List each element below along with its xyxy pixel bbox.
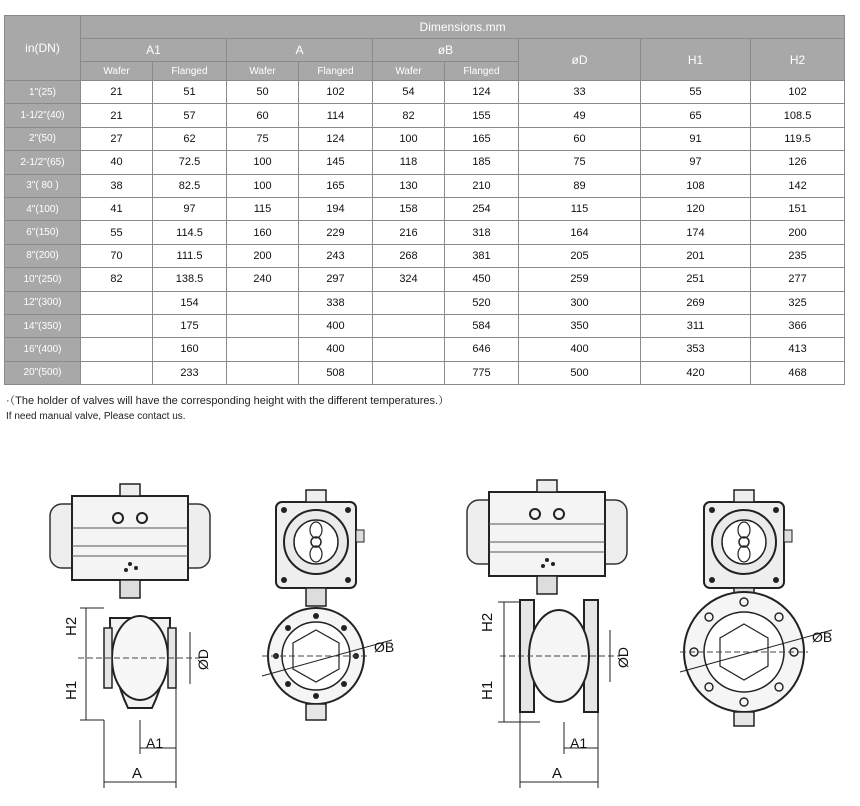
row-size-cell: 1-1/2"(40) [5, 104, 81, 127]
table-cell-a1w: 40 [81, 151, 153, 174]
table-row [5, 338, 845, 361]
table-cell-bf: 185 [445, 151, 519, 174]
table-cell-a1f: 82.5 [153, 174, 227, 197]
table-cell-h1: 97 [641, 151, 751, 174]
dimensions-table-container [4, 15, 844, 385]
table-cell-h2: 102 [751, 81, 845, 104]
table-row [5, 268, 845, 291]
table-cell-aw [227, 338, 299, 361]
table-cell-h2: 468 [751, 361, 845, 384]
table-cell-af: 145 [299, 151, 373, 174]
table-cell-h1: 91 [641, 127, 751, 150]
table-row [5, 291, 845, 314]
table-cell-a1w: 21 [81, 81, 153, 104]
table-cell-a1f: 160 [153, 338, 227, 361]
row-size-cell: 6"(150) [5, 221, 81, 244]
table-cell-bf: 165 [445, 127, 519, 150]
table-cell-a1f: 111.5 [153, 244, 227, 267]
flanged-valve-front-view [467, 480, 627, 788]
table-cell-a1w [81, 291, 153, 314]
table-cell-a1w: 27 [81, 127, 153, 150]
table-cell-aw: 160 [227, 221, 299, 244]
table-row [5, 151, 845, 174]
table-cell-h1: 353 [641, 338, 751, 361]
table-cell-a1f: 72.5 [153, 151, 227, 174]
row-size-cell: 2-1/2"(65) [5, 151, 81, 174]
table-cell-af: 508 [299, 361, 373, 384]
table-row [5, 174, 845, 197]
table-cell-h2: 119.5 [751, 127, 845, 150]
table-cell-h1: 120 [641, 197, 751, 220]
table-cell-aw: 75 [227, 127, 299, 150]
table-cell-aw: 100 [227, 151, 299, 174]
row-size-cell: 8"(200) [5, 244, 81, 267]
table-cell-h2: 277 [751, 268, 845, 291]
table-cell-bw [373, 338, 445, 361]
table-cell-bw: 324 [373, 268, 445, 291]
table-cell-h1: 108 [641, 174, 751, 197]
header-a1: A1 [81, 39, 227, 62]
table-cell-od: 259 [519, 268, 641, 291]
table-cell-aw: 50 [227, 81, 299, 104]
table-row [5, 221, 845, 244]
table-cell-od: 350 [519, 314, 641, 337]
label-ob-right: ØB [812, 629, 833, 645]
header-ob-wafer: Wafer [373, 62, 445, 81]
header-a: A [227, 39, 373, 62]
dimensions-table [4, 15, 845, 385]
table-cell-bw: 158 [373, 197, 445, 220]
table-row [5, 244, 845, 267]
table-cell-h1: 269 [641, 291, 751, 314]
label-a-right: A [552, 765, 563, 782]
table-cell-a1w: 55 [81, 221, 153, 244]
table-cell-h2: 325 [751, 291, 845, 314]
table-cell-af: 114 [299, 104, 373, 127]
row-size-cell: 14"(350) [5, 314, 81, 337]
table-cell-od: 75 [519, 151, 641, 174]
note-manual-valve: If need manual valve, Please contact us. [6, 411, 186, 422]
table-cell-bw: 216 [373, 221, 445, 244]
label-od-left: ØD [195, 649, 211, 670]
label-a1-right: A1 [570, 735, 588, 751]
table-cell-h1: 55 [641, 81, 751, 104]
table-cell-od: 115 [519, 197, 641, 220]
table-row [5, 104, 845, 127]
table-cell-a1w: 38 [81, 174, 153, 197]
table-cell-bf: 584 [445, 314, 519, 337]
table-cell-af: 338 [299, 291, 373, 314]
dimensions-table-body [5, 81, 845, 385]
table-row [5, 314, 845, 337]
flanged-valve-side-view [680, 490, 832, 726]
table-cell-aw: 200 [227, 244, 299, 267]
table-cell-bf: 520 [445, 291, 519, 314]
header-h1: H1 [641, 39, 751, 81]
table-cell-a1f: 154 [153, 291, 227, 314]
table-cell-a1f: 62 [153, 127, 227, 150]
header-ob: øB [373, 39, 519, 62]
table-cell-od: 89 [519, 174, 641, 197]
table-cell-bf: 450 [445, 268, 519, 291]
table-cell-od: 60 [519, 127, 641, 150]
table-cell-aw [227, 291, 299, 314]
valve-drawings [0, 470, 860, 806]
table-cell-aw: 115 [227, 197, 299, 220]
table-cell-bf: 381 [445, 244, 519, 267]
table-cell-af: 165 [299, 174, 373, 197]
table-cell-h2: 200 [751, 221, 845, 244]
table-cell-af: 229 [299, 221, 373, 244]
row-size-cell: 4"(100) [5, 197, 81, 220]
table-cell-bf: 210 [445, 174, 519, 197]
table-cell-a1f: 138.5 [153, 268, 227, 291]
table-cell-af: 102 [299, 81, 373, 104]
table-cell-od: 300 [519, 291, 641, 314]
table-cell-af: 297 [299, 268, 373, 291]
table-cell-a1w: 21 [81, 104, 153, 127]
table-cell-a1w: 41 [81, 197, 153, 220]
row-size-cell: 1"(25) [5, 81, 81, 104]
header-size: in(DN) [5, 16, 81, 81]
table-cell-bf: 254 [445, 197, 519, 220]
table-cell-od: 49 [519, 104, 641, 127]
table-cell-od: 205 [519, 244, 641, 267]
table-cell-h2: 366 [751, 314, 845, 337]
table-cell-bf: 646 [445, 338, 519, 361]
header-ob-flanged: Flanged [445, 62, 519, 81]
table-cell-aw: 60 [227, 104, 299, 127]
header-od: øD [519, 39, 641, 81]
table-cell-bw [373, 361, 445, 384]
notes [6, 394, 449, 424]
table-cell-h1: 251 [641, 268, 751, 291]
row-size-cell: 3"( 80 ) [5, 174, 81, 197]
table-cell-h2: 126 [751, 151, 845, 174]
table-cell-h2: 235 [751, 244, 845, 267]
label-h2-left: H2 [63, 616, 80, 636]
table-cell-h1: 65 [641, 104, 751, 127]
table-cell-h1: 174 [641, 221, 751, 244]
label-h1-left: H1 [63, 680, 80, 700]
table-cell-h2: 108.5 [751, 104, 845, 127]
table-cell-a1f: 57 [153, 104, 227, 127]
table-cell-bf: 775 [445, 361, 519, 384]
table-cell-h2: 413 [751, 338, 845, 361]
row-size-cell: 10"(250) [5, 268, 81, 291]
table-cell-a1f: 114.5 [153, 221, 227, 244]
table-cell-af: 243 [299, 244, 373, 267]
table-cell-h1: 201 [641, 244, 751, 267]
wafer-valve-side-view [262, 490, 395, 720]
table-cell-h1: 311 [641, 314, 751, 337]
label-h1-right: H1 [479, 680, 496, 700]
table-cell-aw: 240 [227, 268, 299, 291]
table-cell-bf: 318 [445, 221, 519, 244]
table-cell-af: 400 [299, 338, 373, 361]
header-h2: H2 [751, 39, 845, 81]
table-cell-bf: 124 [445, 81, 519, 104]
table-cell-a1w [81, 361, 153, 384]
table-cell-bw: 82 [373, 104, 445, 127]
table-cell-bw: 54 [373, 81, 445, 104]
header-a-flanged: Flanged [299, 62, 373, 81]
table-cell-h1: 420 [641, 361, 751, 384]
table-cell-h2: 151 [751, 197, 845, 220]
table-cell-bw: 100 [373, 127, 445, 150]
label-od-right: ØD [615, 647, 631, 668]
table-row [5, 81, 845, 104]
table-cell-h2: 142 [751, 174, 845, 197]
table-cell-aw [227, 361, 299, 384]
table-cell-aw [227, 314, 299, 337]
table-cell-af: 194 [299, 197, 373, 220]
table-cell-od: 400 [519, 338, 641, 361]
table-cell-bw: 268 [373, 244, 445, 267]
table-cell-a1w [81, 314, 153, 337]
table-cell-a1w: 82 [81, 268, 153, 291]
table-row [5, 197, 845, 220]
table-cell-af: 124 [299, 127, 373, 150]
table-cell-bw [373, 314, 445, 337]
table-cell-bw: 130 [373, 174, 445, 197]
table-cell-od: 500 [519, 361, 641, 384]
table-cell-aw: 100 [227, 174, 299, 197]
table-cell-a1w [81, 338, 153, 361]
table-cell-a1f: 51 [153, 81, 227, 104]
header-a-wafer: Wafer [227, 62, 299, 81]
table-cell-bf: 155 [445, 104, 519, 127]
table-cell-bw [373, 291, 445, 314]
header-a1-flanged: Flanged [153, 62, 227, 81]
table-cell-bw: 118 [373, 151, 445, 174]
header-a1-wafer: Wafer [81, 62, 153, 81]
header-dimensions: Dimensions.mm [81, 16, 845, 39]
row-size-cell: 16"(400) [5, 338, 81, 361]
label-h2-right: H2 [479, 612, 496, 632]
table-cell-af: 400 [299, 314, 373, 337]
table-row [5, 127, 845, 150]
table-row [5, 361, 845, 384]
row-size-cell: 12"(300) [5, 291, 81, 314]
label-a1-left: A1 [146, 735, 164, 751]
table-cell-a1f: 175 [153, 314, 227, 337]
table-cell-od: 164 [519, 221, 641, 244]
row-size-cell: 20"(500) [5, 361, 81, 384]
label-a-left: A [132, 765, 143, 782]
table-cell-a1f: 97 [153, 197, 227, 220]
table-cell-a1f: 233 [153, 361, 227, 384]
note-temperature: ·（The holder of valves will have the corresponding height with the different temperatures.） [6, 395, 450, 407]
table-cell-a1w: 70 [81, 244, 153, 267]
table-cell-od: 33 [519, 81, 641, 104]
row-size-cell: 2"(50) [5, 127, 81, 150]
label-ob-left: ØB [374, 639, 395, 655]
